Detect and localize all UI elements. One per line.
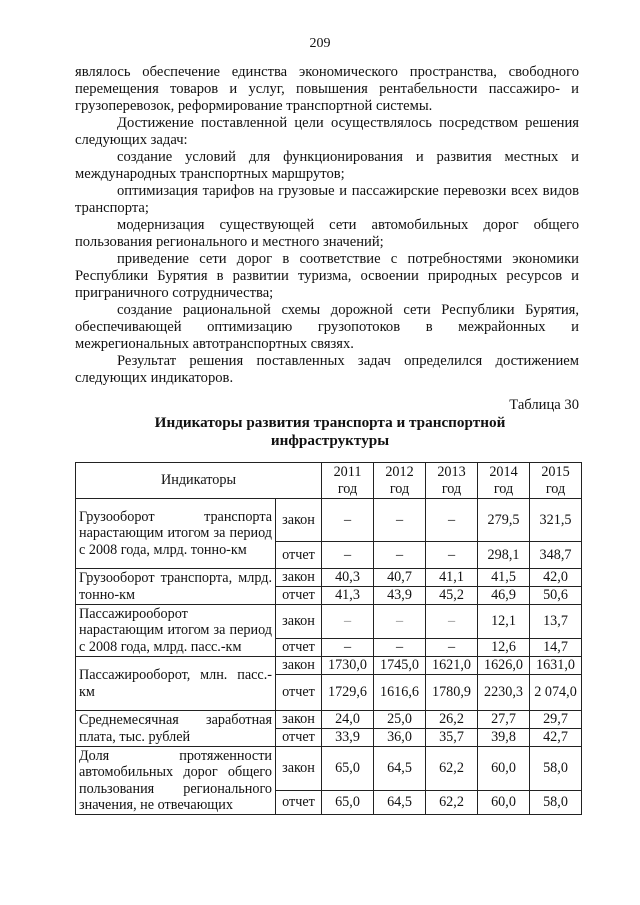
- value-cell: 42,7: [530, 729, 582, 747]
- value-cell: –: [374, 499, 426, 542]
- indicator-name: Пассажирооборот нарастающим итогом за период с 2008 года, млрд. пасс.-км: [76, 605, 276, 657]
- row-type: отчет: [276, 542, 322, 569]
- paragraph: являлось обеспечение единства экономического пространства, свободного перемещения товаров и услуг, повышения рентабельности пассажиро- и грузоперевозок, реформирование транспортной системы.: [75, 64, 579, 114]
- value-cell: 45,2: [426, 587, 478, 605]
- value-cell: 27,7: [478, 711, 530, 729]
- row-type: отчет: [276, 587, 322, 605]
- value-cell: –: [374, 542, 426, 569]
- value-cell: 298,1: [478, 542, 530, 569]
- row-type: отчет: [276, 639, 322, 657]
- value-cell: 40,3: [322, 569, 374, 587]
- value-cell: –: [322, 542, 374, 569]
- value-cell: 1616,6: [374, 675, 426, 711]
- value-cell: 41,3: [322, 587, 374, 605]
- value-cell: 60,0: [478, 791, 530, 815]
- header-year: 2011 год: [322, 463, 374, 499]
- row-type: закон: [276, 605, 322, 639]
- page-number: 209: [309, 36, 331, 51]
- row-type: закон: [276, 569, 322, 587]
- header-indicator: Индикаторы: [76, 463, 322, 499]
- value-cell: 35,7: [426, 729, 478, 747]
- header-year: 2012 год: [374, 463, 426, 499]
- value-cell: 12,1: [478, 605, 530, 639]
- value-cell: –: [374, 605, 426, 639]
- table-row: [76, 657, 582, 675]
- header-year: 2014 год: [478, 463, 530, 499]
- value-cell: 1626,0: [478, 657, 530, 675]
- table-row: [76, 747, 582, 791]
- table-row: [76, 605, 582, 639]
- value-cell: 24,0: [322, 711, 374, 729]
- value-cell: 33,9: [322, 729, 374, 747]
- value-cell: 1745,0: [374, 657, 426, 675]
- value-cell: –: [426, 542, 478, 569]
- row-type: отчет: [276, 791, 322, 815]
- row-type: закон: [276, 499, 322, 542]
- value-cell: 36,0: [374, 729, 426, 747]
- value-cell: –: [426, 605, 478, 639]
- indicator-name: Среднемесячная заработная плата, тыс. рублей: [76, 711, 276, 747]
- indicators-table: [75, 462, 582, 815]
- value-cell: 58,0: [530, 747, 582, 791]
- value-cell: 50,6: [530, 587, 582, 605]
- value-cell: –: [374, 639, 426, 657]
- value-cell: 1621,0: [426, 657, 478, 675]
- header-year: 2015 год: [530, 463, 582, 499]
- value-cell: 1729,6: [322, 675, 374, 711]
- indicator-name: Пассажирооборот, млн. пасс.-км: [76, 657, 276, 711]
- table-row: [76, 499, 582, 542]
- value-cell: –: [426, 499, 478, 542]
- task-item: оптимизация тарифов на грузовые и пассажирские перевозки всех видов транспорта;: [75, 183, 579, 216]
- value-cell: 64,5: [374, 791, 426, 815]
- value-cell: 40,7: [374, 569, 426, 587]
- value-cell: –: [322, 499, 374, 542]
- indicator-name: Грузооборот транспорта нарастающим итогом за период с 2008 года, млрд. тонно-км: [76, 499, 276, 569]
- value-cell: 29,7: [530, 711, 582, 729]
- value-cell: 65,0: [322, 747, 374, 791]
- value-cell: 41,1: [426, 569, 478, 587]
- value-cell: 1730,0: [322, 657, 374, 675]
- value-cell: 62,2: [426, 791, 478, 815]
- value-cell: 348,7: [530, 542, 582, 569]
- indicator-name: Грузооборот транспорта, млрд. тонно-км: [76, 569, 276, 605]
- row-type: отчет: [276, 729, 322, 747]
- task-item: приведение сети дорог в соответствие с потребностями экономики Республики Бурятия в развитии туризма, освоении природных ресурсов и приграничного сотрудничества;: [75, 251, 579, 301]
- value-cell: –: [322, 605, 374, 639]
- value-cell: 39,8: [478, 729, 530, 747]
- value-cell: 321,5: [530, 499, 582, 542]
- task-item: модернизация существующей сети автомобильных дорог общего пользования регионального и местного значений;: [75, 217, 579, 250]
- body-text: [75, 64, 579, 387]
- row-type: закон: [276, 657, 322, 675]
- value-cell: 42,0: [530, 569, 582, 587]
- table-header-row: [76, 463, 582, 499]
- value-cell: 13,7: [530, 605, 582, 639]
- table-row: [76, 569, 582, 587]
- paragraph: Достижение поставленной цели осуществлялось посредством решения следующих задач:: [75, 115, 579, 148]
- value-cell: 43,9: [374, 587, 426, 605]
- value-cell: 1631,0: [530, 657, 582, 675]
- row-type: закон: [276, 711, 322, 729]
- table-label: Таблица 30: [509, 397, 579, 413]
- table-title: Индикаторы развития транспорта и транспортной инфраструктуры: [154, 414, 506, 449]
- value-cell: 26,2: [426, 711, 478, 729]
- value-cell: –: [426, 639, 478, 657]
- value-cell: 62,2: [426, 747, 478, 791]
- header-year: 2013 год: [426, 463, 478, 499]
- value-cell: –: [322, 639, 374, 657]
- value-cell: 58,0: [530, 791, 582, 815]
- value-cell: 2 074,0: [530, 675, 582, 711]
- paragraph: Результат решения поставленных задач определился достижением следующих индикаторов.: [75, 353, 579, 386]
- row-type: закон: [276, 747, 322, 791]
- value-cell: 2230,3: [478, 675, 530, 711]
- value-cell: 46,9: [478, 587, 530, 605]
- value-cell: 1780,9: [426, 675, 478, 711]
- task-item: создание рациональной схемы дорожной сети Республики Бурятия, обеспечивающей оптимизацию грузопотоков в межрайонных и межрегиональных автотранспортных связях.: [75, 302, 579, 352]
- task-item: создание условий для функционирования и развития местных и международных транспортных маршрутов;: [75, 149, 579, 182]
- value-cell: 64,5: [374, 747, 426, 791]
- value-cell: 12,6: [478, 639, 530, 657]
- value-cell: 41,5: [478, 569, 530, 587]
- value-cell: 25,0: [374, 711, 426, 729]
- table-row: [76, 711, 582, 729]
- row-type: отчет: [276, 675, 322, 711]
- value-cell: 14,7: [530, 639, 582, 657]
- value-cell: 60,0: [478, 747, 530, 791]
- value-cell: 279,5: [478, 499, 530, 542]
- indicator-name: Доля протяженности автомобильных дорог общего пользования регионального значения, не отвечающих: [76, 747, 276, 815]
- value-cell: 65,0: [322, 791, 374, 815]
